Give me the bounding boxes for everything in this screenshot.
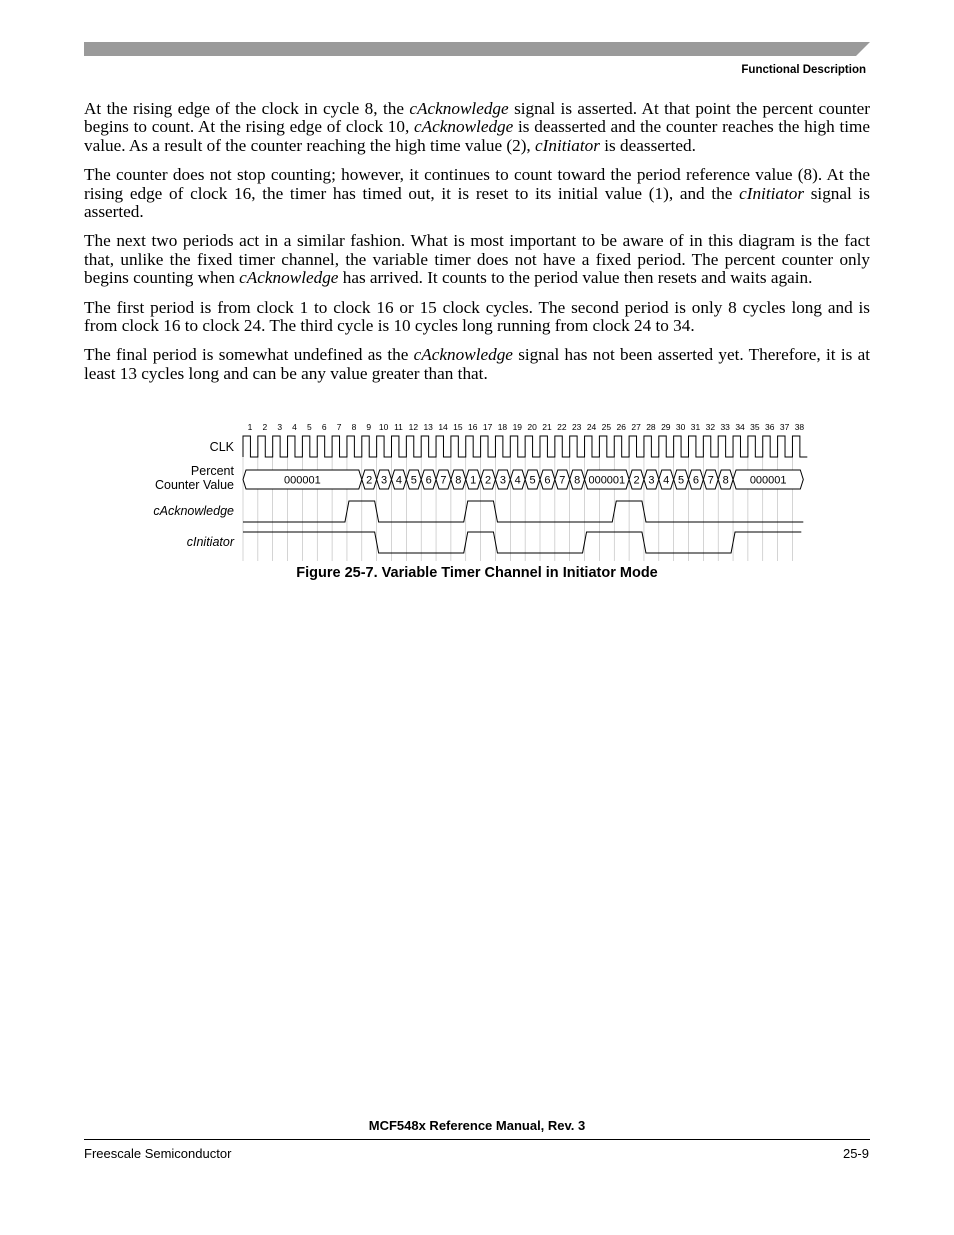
text-run: is deasserted.: [599, 135, 696, 155]
timing-diagram-svg: [140, 418, 820, 564]
signal-label-cinitiator: cInitiator: [186, 535, 234, 549]
clock-number: 20: [527, 422, 537, 432]
counter-value: 7: [707, 474, 714, 487]
clock-number: 27: [631, 422, 641, 432]
footer-page-number: 25-9: [842, 1146, 869, 1161]
counter-value: 5: [678, 474, 685, 487]
text-run: is deasserted and the counter reaches the high time value. As a result of the counter reaching the high time value (2),: [84, 117, 870, 155]
clock-number: 13: [423, 422, 433, 432]
counter-value: 2: [633, 474, 640, 487]
counter-value: 6: [692, 474, 699, 487]
clock-number: 30: [675, 422, 686, 432]
text-run: The next two periods act in a similar fashion. What is most important to be aware of in this diagram is the fact that, unlike the fixed timer channel, the variable timer does not have a fixed period. The percent counter only begins counting when: [84, 231, 870, 288]
counter-value: 3: [499, 474, 506, 487]
counter-value: 7: [440, 474, 447, 487]
clock-number: 36: [765, 422, 775, 432]
text-run: The final period is somewhat undefined as the: [84, 345, 414, 365]
clock-number: 24: [586, 422, 597, 432]
counter-value: 5: [410, 474, 417, 487]
clock-number: 8: [351, 422, 357, 432]
section-title: Functional Description: [741, 64, 866, 76]
signal-name: cInitiator: [535, 135, 600, 155]
counter-value: 000001: [284, 474, 321, 487]
cinitiator-waveform: [243, 532, 801, 553]
signal-name: cAcknowledge: [409, 99, 509, 118]
counter-value: 6: [544, 474, 551, 487]
footer-rule: [84, 1139, 870, 1140]
clock-number: 37: [779, 422, 790, 432]
clock-number: 7: [336, 422, 342, 432]
clock-number: 21: [542, 422, 552, 432]
signal-label-clk: CLK: [209, 440, 234, 454]
clock-number: 3: [277, 422, 283, 432]
footer-company: Freescale Semiconductor: [84, 1146, 232, 1161]
signal-name: cAcknowledge: [239, 268, 339, 288]
counter-value: 4: [514, 474, 521, 487]
timing-diagram: [140, 418, 820, 564]
clock-number: 32: [705, 422, 716, 432]
clock-number: 23: [571, 422, 582, 432]
signal-label-counter-value: Counter Value: [155, 478, 234, 492]
counter-value: 3: [648, 474, 655, 487]
paragraph-5: [84, 346, 870, 383]
clock-number: 4: [292, 422, 297, 432]
clock-number: 38: [794, 422, 805, 432]
counter-value: 8: [574, 474, 581, 487]
body-text: [84, 100, 870, 394]
signal-name: cAcknowledge: [414, 117, 514, 137]
counter-value: 2: [366, 474, 373, 487]
counter-value: 000001: [749, 474, 787, 487]
text-run: At the rising edge of the clock in cycle 8, the: [84, 99, 410, 118]
paragraph-3: [84, 232, 870, 287]
clock-number: 12: [408, 422, 419, 432]
clk-waveform: [243, 436, 807, 457]
signal-label-percent: Percent: [190, 464, 234, 478]
clock-number: 17: [482, 422, 493, 432]
counter-value: 4: [395, 474, 402, 487]
counter-value: 6: [425, 474, 432, 487]
text-run: signal is asserted. At that point the percent counter begins to count. At the rising edge of clock 10,: [84, 99, 871, 137]
clock-number: 34: [735, 422, 745, 432]
paragraph-2: [84, 166, 870, 221]
counter-value: 5: [529, 474, 536, 487]
clock-number: 9: [366, 422, 372, 432]
counter-value: 000001: [588, 474, 626, 487]
text-run: signal has not been asserted yet. Therefore, it is at least 13 cycles long and can be any value greater than that.: [84, 345, 871, 383]
text-run: The counter does not stop counting; however, it continues to count toward the period reference value (8). At the rising edge of clock 16, the timer has timed out, it is reset to its initial value (1), and the: [84, 165, 870, 203]
clock-number: 28: [646, 422, 656, 432]
clock-number: 11: [394, 422, 403, 432]
text-run: has arrived. It counts to the period value then resets and waits again.: [338, 268, 813, 288]
signal-name: cInitiator: [739, 183, 805, 203]
counter-value: 2: [484, 474, 492, 487]
clock-number: 5: [307, 422, 312, 432]
clock-number: 6: [321, 422, 327, 432]
paragraph-1: [84, 100, 870, 155]
clock-number: 22: [557, 422, 567, 432]
counter-value: 7: [559, 474, 566, 487]
cacknowledge-waveform: [243, 501, 803, 522]
paragraph-4: [84, 299, 870, 336]
clock-number: 2: [262, 422, 268, 432]
clock-number: 35: [750, 422, 760, 432]
clock-number: 25: [601, 422, 612, 432]
counter-value: 1: [470, 474, 477, 487]
counter-value: 4: [663, 474, 670, 487]
clock-number: 31: [690, 422, 701, 432]
text-run: The first period is from clock 1 to clock 16 or 15 clock cycles. The second period is only 8 cycles long and is from clock 16 to clock 24. The third cycle is 10 cycles long running from clock 24 to 34.: [84, 297, 870, 336]
clock-number: 18: [497, 422, 508, 432]
counter-value: 8: [722, 474, 729, 487]
signal-label-cacknowledge: cAcknowledge: [153, 504, 234, 518]
clock-number: 19: [512, 422, 523, 432]
clock-number: 14: [438, 422, 448, 432]
clock-number: 16: [468, 422, 478, 432]
counter-value: 3: [381, 474, 388, 487]
figure-caption: Figure 25-7. Variable Timer Channel in Initiator Mode: [296, 565, 658, 581]
clock-number: 15: [453, 422, 463, 432]
clock-number: 26: [616, 422, 626, 432]
clock-number: 10: [378, 422, 389, 432]
clock-number: 33: [720, 422, 730, 432]
header-bar: [84, 42, 870, 56]
counter-value: 8: [455, 474, 462, 487]
footer-manual-title: MCF548x Reference Manual, Rev. 3: [368, 1118, 586, 1133]
clock-number: 29: [661, 422, 671, 432]
signal-name: cAcknowledge: [413, 345, 513, 365]
clock-number: 1: [247, 422, 253, 432]
text-run: signal is asserted.: [84, 183, 870, 222]
